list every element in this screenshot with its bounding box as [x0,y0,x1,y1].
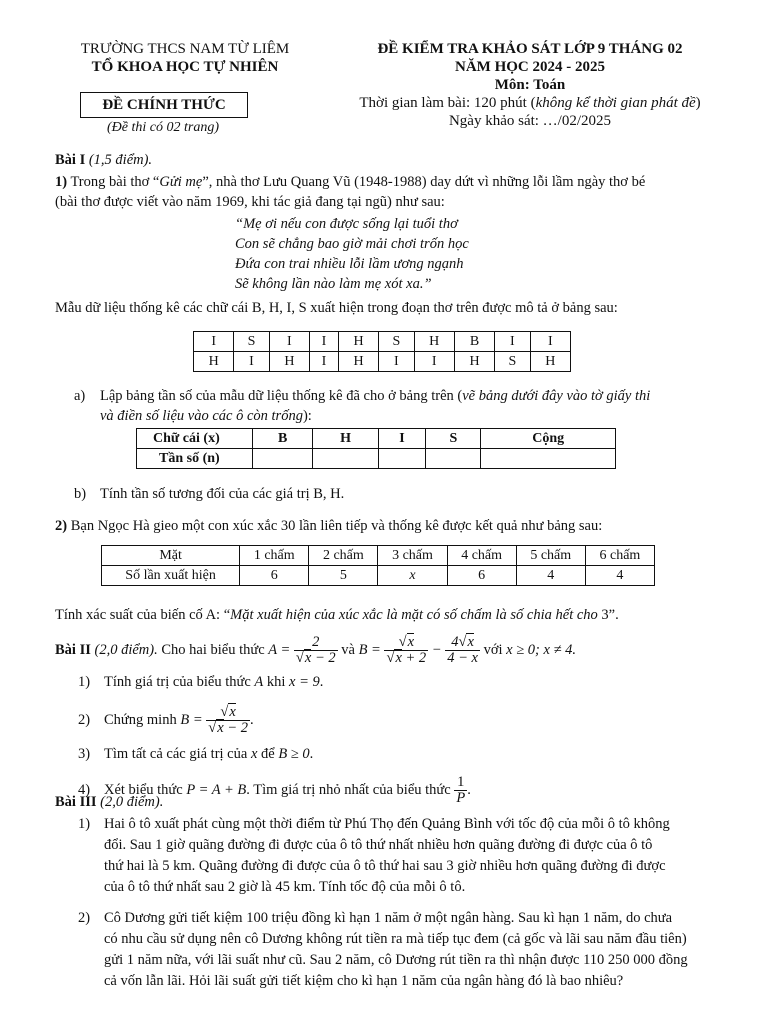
table-cell: 5 [309,566,378,586]
table-cell: S [234,332,269,352]
empty-cell [253,449,313,469]
table-row-label: Tần số (n) [137,449,253,469]
bai2-items [78,672,718,808]
table-header-cell: Chữ cái (x) [137,429,253,449]
text-line: của ô tô thứ nhất sau 2 giờ là 45 km. Tính tốc độ của mỗi ô tô. [104,879,466,895]
table-cell: I [269,332,309,352]
table-header-cell: 4 chấm [447,546,516,566]
table-cell: 6 [240,566,309,586]
table-row [194,352,571,372]
bai1-heading: Bài I (1,5 điểm). [55,152,153,168]
empty-cell [426,449,481,469]
text-line: Cô Dương gửi tiết kiệm 100 triệu đồng kì hạn 1 năm ở một ngân hàng. Sau kì hạn 1 năm, do chưa [104,910,673,926]
poem [235,214,715,294]
table-cell: I [379,352,414,372]
page-count-note: (Đề thi có 02 trang) [107,120,219,135]
table-cell: x [378,566,447,586]
poem-line: Đứa con trai nhiều lỗi lầm ương ngạnh [235,256,464,272]
table-cell: H [414,332,454,352]
text-line: gửi 1 năm nữa, với lãi suất như cũ. Sau 2 năm, cô Dương rút tiền ra thì nhận được 110 250 000 đồng [104,952,688,968]
table-cell: H [194,352,234,372]
school-name: TRƯỜNG THCS NAM TỪ LIÊM [80,41,290,57]
fraction-A: $\frac{2}{√x - 2}$ [295,634,336,667]
empty-cell [313,449,378,469]
table-cell: B [454,332,494,352]
dice-table [101,545,655,586]
text-line: có nhu cầu sử dụng nên cô Dương không rút tiền ra mà tiếp tục đem (cả gốc và lãi sau năm đầu tiên) [104,931,687,947]
bai1-q2: 2) Bạn Ngọc Hà gieo một con xúc xắc 30 lần liên tiếp và thống kê được kết quả như bảng sau: [55,518,603,534]
text-line: cả vốn lẫn lãi. Hỏi lãi suất gửi tiết kiệm cho kì hạn 1 năm của ngân hàng đó là bao nhiêu? [104,973,624,989]
table-cell: S [495,352,530,372]
poem-line: Con sẽ chẳng bao giờ mải chơi trốn học [235,236,469,252]
table-cell: S [379,332,414,352]
bai3-section [55,792,735,992]
department-name: TỔ KHOA HỌC TỰ NHIÊN [91,59,279,75]
empty-cell [378,449,426,469]
bai3-q2: 2) Cô Dương gửi tiết kiệm 100 triệu đồng kì hạn 1 năm ở một ngân hàng. Sau kì hạn 1 năm, do chưa có nhu cầu sử dụng nên cô Dương không rút tiền ra mà tiếp tục đem (cả gốc và lãi sau năm đầu tiên) gửi 1 năm nữa, với lãi suất như cũ. Sau 2 năm, cô Dương rút tiền ra thì nhận được 110 250 000 đồng cả vốn lẫn lãi. Hỏi lãi suất gửi tiết kiệm cho kì hạn 1 năm của ngân hàng đó là bao nhiêu? [78,908,735,992]
table-header-cell: I [378,429,426,449]
table-header-cell: 5 chấm [516,546,585,566]
bai2-item-1: 1) Tính giá trị của biểu thức A khi x = 9. [78,674,324,690]
official-badge: ĐỀ CHÍNH THỨC [80,92,248,118]
frequency-table [136,428,616,469]
sample-table [193,331,571,372]
bai1-part-b: b) Tính tần số tương đối của các giá trị B, H. [74,486,345,502]
table-header-cell: 3 chấm [378,546,447,566]
poem-line: “Mẹ ơi nếu con được sống lại tuổi thơ [235,216,458,232]
table-header-cell: 6 chấm [585,546,654,566]
table-cell: I [530,332,570,352]
bai2-item-3: 3) Tìm tất cả các giá trị của x để B ≥ 0. [78,746,314,762]
school-year: NĂM HỌC 2024 - 2025 [455,59,605,75]
text-line: Hai ô tô xuất phát cùng một thời điểm từ Phú Thọ đến Quảng Bình với tốc độ của mỗi ô tô không [104,816,670,832]
table-cell: I [495,332,530,352]
table-cell: Số lần xuất hiện [102,566,240,586]
table-header-cell: H [313,429,378,449]
bai3-heading: Bài III (2,0 điểm). [55,794,164,810]
table-cell: H [269,352,309,372]
table-header-cell: 1 chấm [240,546,309,566]
table-header-cell: B [253,429,313,449]
bai1-q1: 1) Trong bài thơ “Gửi mẹ”, nhà thơ Lưu Quang Vũ (1948-1988) day dứt vì những lỗi lầm ngày thơ bé [55,174,646,190]
table-header-cell: Mặt [102,546,240,566]
subject: Môn: Toán [494,77,566,93]
table-cell: I [234,352,269,372]
table-cell: H [338,352,378,372]
header-right [330,40,730,130]
bai3-q1: 1) Hai ô tô xuất phát cùng một thời điểm từ Phú Thọ đến Quảng Bình với tốc độ của mỗi ô tô không đổi. Sau 1 giờ quãng đường đi được của ô tô thứ nhất nhiều hơn quãng đường đi được của ô tô thứ hai là 5 km. Quãng đường đi được của ô tô thứ hai sau 3 giờ nhiều hơn quãng đường đi được của ô tô thứ nhất sau 2 giờ là 45 km. Tính tốc độ của mỗi ô tô. [78,814,735,898]
table-cell: H [338,332,378,352]
probability-question: Tính xác suất của biến cố A: “Mặt xuất hiện của xúc xắc là mặt có số chấm là số chia hết cho 3”. [55,607,619,623]
time-limit: Thời gian làm bài: 120 phút (không kể thời gian phát đề) [359,95,701,111]
table-cell: 6 [447,566,516,586]
bai2-item-4: 4) Xét biểu thức P = A + B. Tìm giá trị nhỏ nhất của biểu thức $\frac{1}{P}$ . [78,774,471,807]
table-cell: I [310,332,339,352]
table-cell: 4 [585,566,654,586]
table-header-cell: S [426,429,481,449]
bai1-section [55,150,715,318]
table-row [194,332,571,352]
table-cell: I [194,332,234,352]
empty-cell [481,449,616,469]
table-cell: H [530,352,570,372]
header-left [40,40,330,76]
bai1-part-a: a) Lập bảng tần số của mẫu dữ liệu thống kê đã cho ở bảng trên (vẽ bảng dưới đây vào tờ giấy thi và điền số liệu vào các ô còn trống): [74,388,651,424]
table-header-cell: Cộng [481,429,616,449]
bai2-heading: Bài II (2,0 điểm). Cho hai biểu thức A = $\frac{2}{√x - 2}$ và B = $\frac{√x}{√x + 2}$ − $\frac{4√x}{4 - x}$ với x ≥ 0; x ≠ 4. [55,634,577,667]
table-header-cell: 2 chấm [309,546,378,566]
expr-A: A = $\frac{2}{√x - 2}$ [268,634,336,667]
text-line: thứ hai là 5 km. Quãng đường đi được của ô tô thứ hai sau 3 giờ nhiều hơn quãng đường đi được [104,858,666,874]
text-line: đổi. Sau 1 giờ quãng đường đi được của ô tô thứ nhất nhiều hơn quãng đường đi được của ô tô [104,837,653,853]
exam-title: ĐỀ KIỂM TRA KHẢO SÁT LỚP 9 THÁNG 02 [377,41,683,57]
bai2-item-2: 2) Chứng minh B = $\frac{√x}{√x - 2}$ . [78,704,254,737]
poem-line: Sẽ không lần nào làm mẹ xót xa.” [235,276,432,292]
expr-B: B = $\frac{√x}{√x + 2}$ − $\frac{4√x}{4 - x}$ [358,634,478,667]
survey-date: Ngày khảo sát: …/02/2025 [448,113,612,129]
table-cell: I [414,352,454,372]
table-cell: 4 [516,566,585,586]
bai1-q1-line2: (bài thơ được viết vào năm 1969, khi tác giả đang tại ngũ) như sau: [55,194,445,210]
table-cell: H [454,352,494,372]
sample-description: Mẫu dữ liệu thống kê các chữ cái B, H, I, S xuất hiện trong đoạn thơ trên được mô tả ở bảng sau: [55,300,618,316]
table-cell: I [310,352,339,372]
